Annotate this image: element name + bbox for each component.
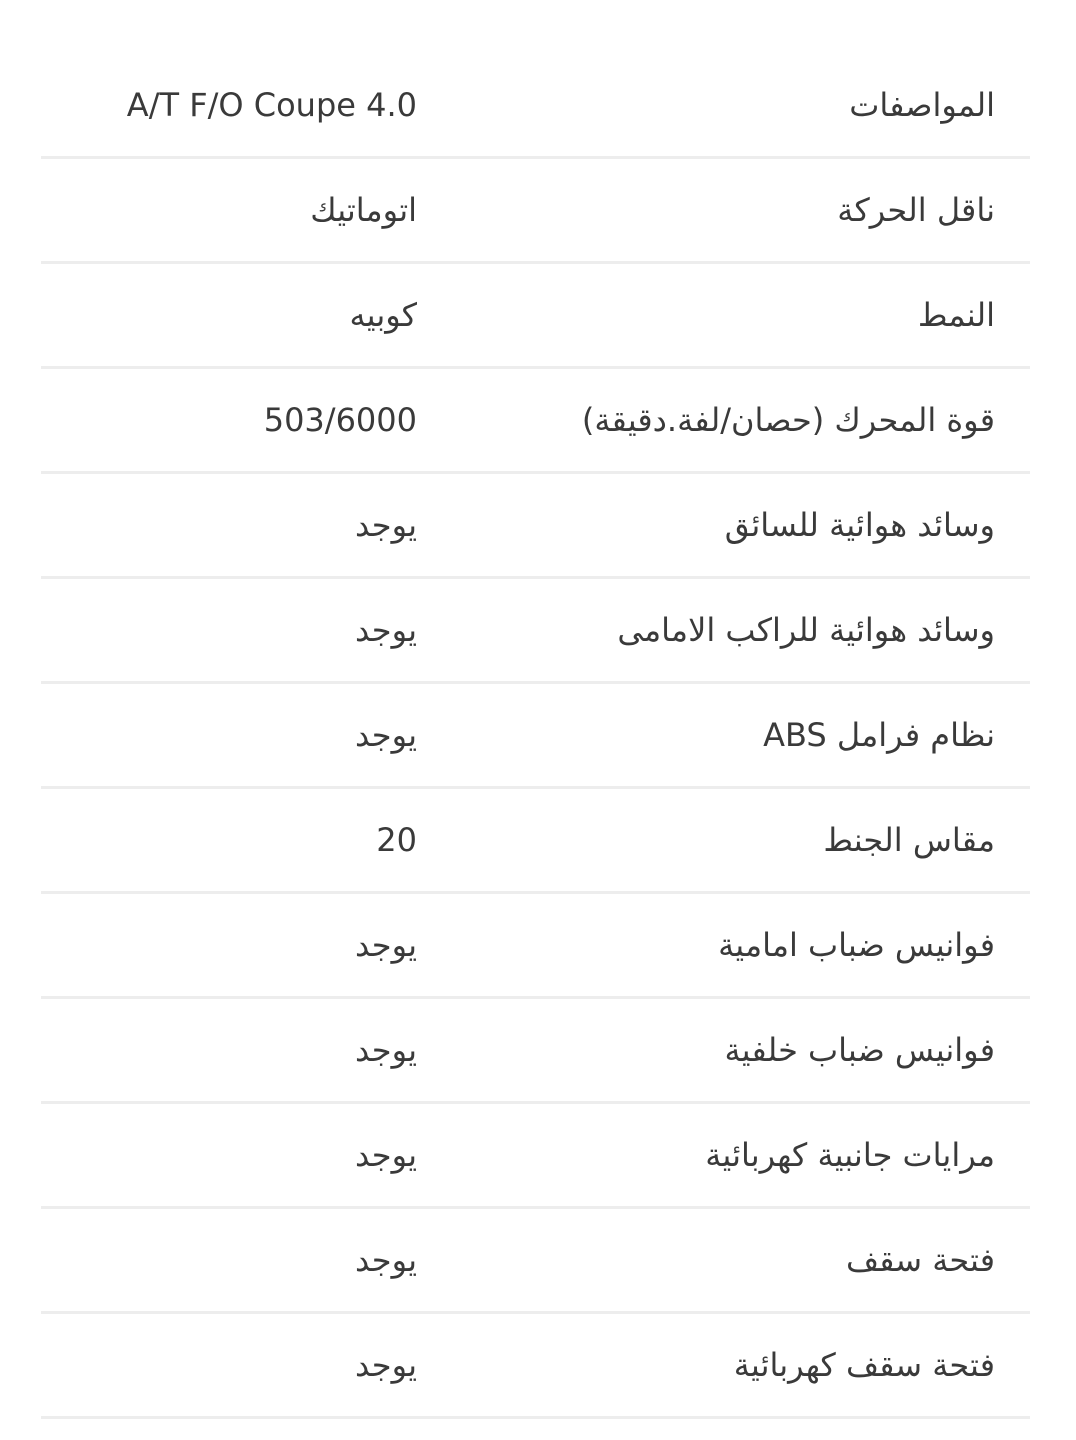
spec-row-value: يوجد	[354, 1241, 417, 1279]
spec-table	[41, 0, 1030, 1419]
spec-row-label: فتحة سقف كهربائية	[733, 1346, 995, 1384]
spec-row-label: مرايات جانبية كهربائية	[705, 1136, 995, 1174]
spec-row-value: اتوماتيك	[310, 191, 417, 229]
spec-row	[41, 999, 1030, 1104]
spec-row-label: فوانيس ضباب امامية	[718, 926, 995, 964]
spec-row	[41, 1209, 1030, 1314]
spec-row-label: نظام فرامل ABS	[763, 716, 995, 754]
spec-row	[41, 54, 1030, 159]
spec-row	[41, 789, 1030, 894]
spec-row-value: 20	[376, 821, 417, 859]
spec-row-value: 503/6000	[263, 401, 417, 439]
spec-row	[41, 1104, 1030, 1209]
spec-row	[41, 894, 1030, 999]
spec-row-label: النمط	[917, 296, 995, 334]
spec-row	[41, 159, 1030, 264]
spec-row-value: يوجد	[354, 1136, 417, 1174]
spec-row-label: المواصفات	[849, 86, 995, 124]
spec-row-value: يوجد	[354, 716, 417, 754]
spec-row	[41, 264, 1030, 369]
spec-row-value: يوجد	[354, 506, 417, 544]
spec-row-value: كوبيه	[349, 296, 417, 334]
spec-row-label: وسائد هوائية للراكب الامامى	[617, 611, 995, 649]
spec-row-value: يوجد	[354, 611, 417, 649]
spec-row-value: يوجد	[354, 926, 417, 964]
spec-row-value: يوجد	[354, 1031, 417, 1069]
spec-row-label: قوة المحرك (حصان/لفة.دقيقة)	[581, 401, 995, 439]
spec-row-label: وسائد هوائية للسائق	[724, 506, 995, 544]
spec-row-label: ناقل الحركة	[837, 191, 995, 229]
spec-row	[41, 1314, 1030, 1419]
spec-row-label: فوانيس ضباب خلفية	[724, 1031, 995, 1069]
spec-row-label: فتحة سقف	[845, 1241, 995, 1279]
spec-row	[41, 369, 1030, 474]
spec-row-label: مقاس الجنط	[823, 821, 995, 859]
spec-row-value: يوجد	[354, 1346, 417, 1384]
spec-row	[41, 579, 1030, 684]
spec-row-value: A/T F/O Coupe 4.0	[126, 86, 417, 124]
spec-row	[41, 684, 1030, 789]
spec-row	[41, 474, 1030, 579]
